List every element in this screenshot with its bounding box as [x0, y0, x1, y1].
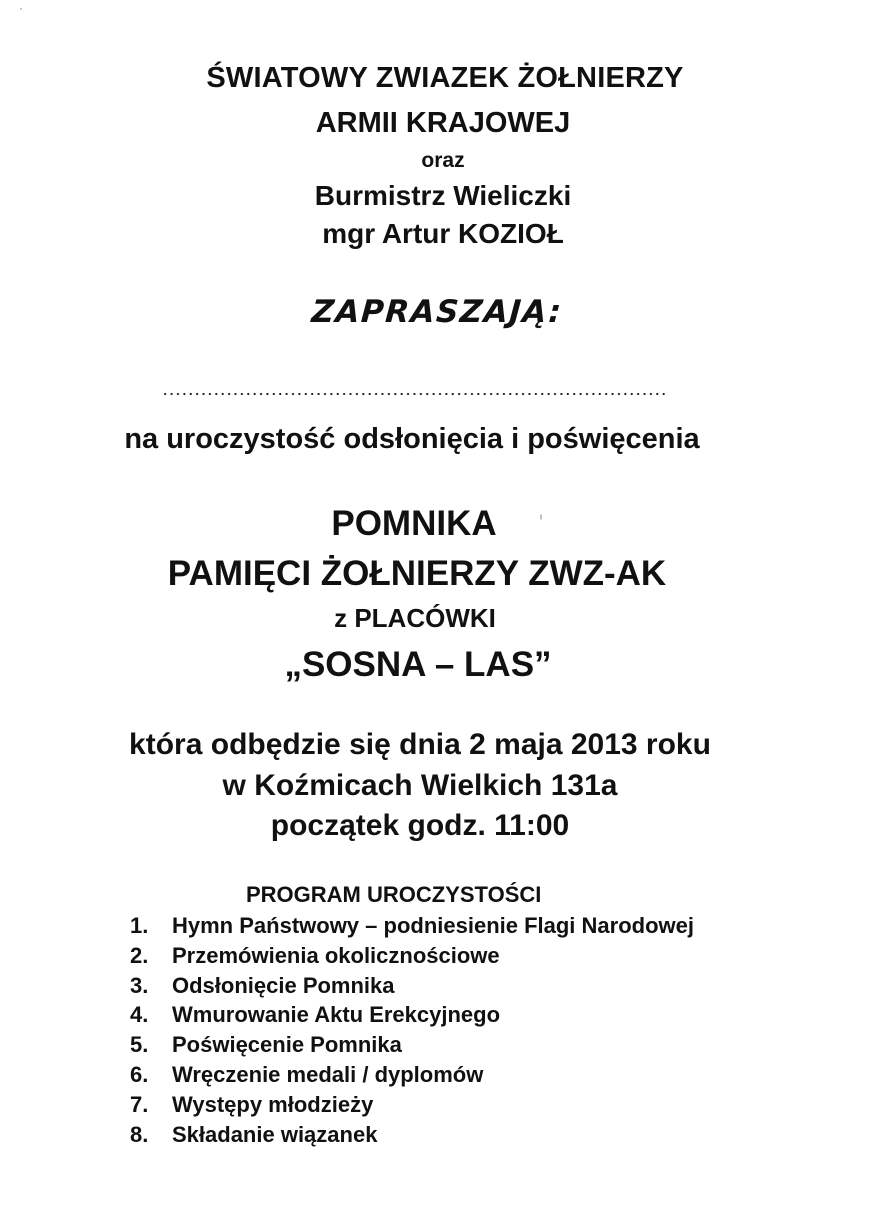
monument-title-line4: „SOSNA – LAS” — [284, 645, 552, 684]
event-date: która odbędzie się dnia 2 maja 2013 roku — [129, 728, 711, 761]
program-item-text: Hymn Państwowy – podniesienie Flagi Narodowej — [172, 913, 694, 938]
program-item-text: Odsłonięcie Pomnika — [172, 972, 395, 998]
dotted-fill-line — [162, 392, 668, 396]
organization-name-line2: ARMII KRAJOWEJ — [315, 107, 571, 139]
monument-title-line3: z PLACÓWKI — [334, 603, 496, 633]
program-item — [130, 1121, 830, 1154]
program-item-number: 2. — [130, 942, 149, 968]
program-item-text: Występy młodzieży — [172, 1091, 374, 1117]
program-item-text: Przemówienia okolicznościowe — [172, 942, 500, 968]
program-item — [130, 915, 830, 945]
program-title: PROGRAM UROCZYSTOŚCI — [246, 882, 542, 907]
scan-speck — [540, 514, 542, 520]
program-item-number: 3. — [130, 972, 149, 998]
mayor-title: Burmistrz Wieliczki — [314, 180, 572, 211]
program-item-number: 6. — [130, 1061, 149, 1087]
program-item-text: Wmurowanie Aktu Erekcyjnego — [172, 1002, 501, 1028]
program-item-number: 8. — [130, 1121, 149, 1147]
program-item-number: 4. — [130, 1002, 149, 1028]
event-place: w Koźmicach Wielkich 131a — [222, 769, 618, 802]
program-item-number: 1. — [130, 913, 149, 938]
program-item — [130, 972, 830, 1005]
organization-name-line1: ŚWIATOWY ZWIAZEK ŻOŁNIERZY — [206, 62, 684, 94]
event-time: początek godz. 11:00 — [270, 809, 570, 842]
program-item-text: Poświęcenie Pomnika — [172, 1032, 402, 1058]
monument-title-line1: POMNIKA — [331, 504, 497, 543]
program-item-number: 5. — [130, 1032, 149, 1058]
program-item — [130, 942, 830, 975]
invitation-heading: ZAPRASZAJĄ: — [310, 294, 564, 330]
program-item — [130, 1034, 830, 1064]
program-item-number: 7. — [130, 1091, 149, 1117]
program-item — [130, 1004, 830, 1034]
ceremony-purpose: na uroczystość odsłonięcia i poświęcenia — [124, 423, 700, 455]
program-list — [130, 915, 830, 1153]
program-item — [130, 1061, 830, 1094]
conjunction-text: oraz — [421, 149, 465, 172]
scan-speck — [20, 8, 22, 10]
mayor-name: mgr Artur KOZIOŁ — [322, 218, 564, 249]
program-item — [130, 1091, 830, 1124]
monument-title-line2: PAMIĘCI ŻOŁNIERZY ZWZ-AK — [167, 554, 667, 593]
program-item-text: Wręczenie medali / dyplomów — [172, 1061, 484, 1087]
program-item-text: Składanie wiązanek — [172, 1121, 378, 1147]
